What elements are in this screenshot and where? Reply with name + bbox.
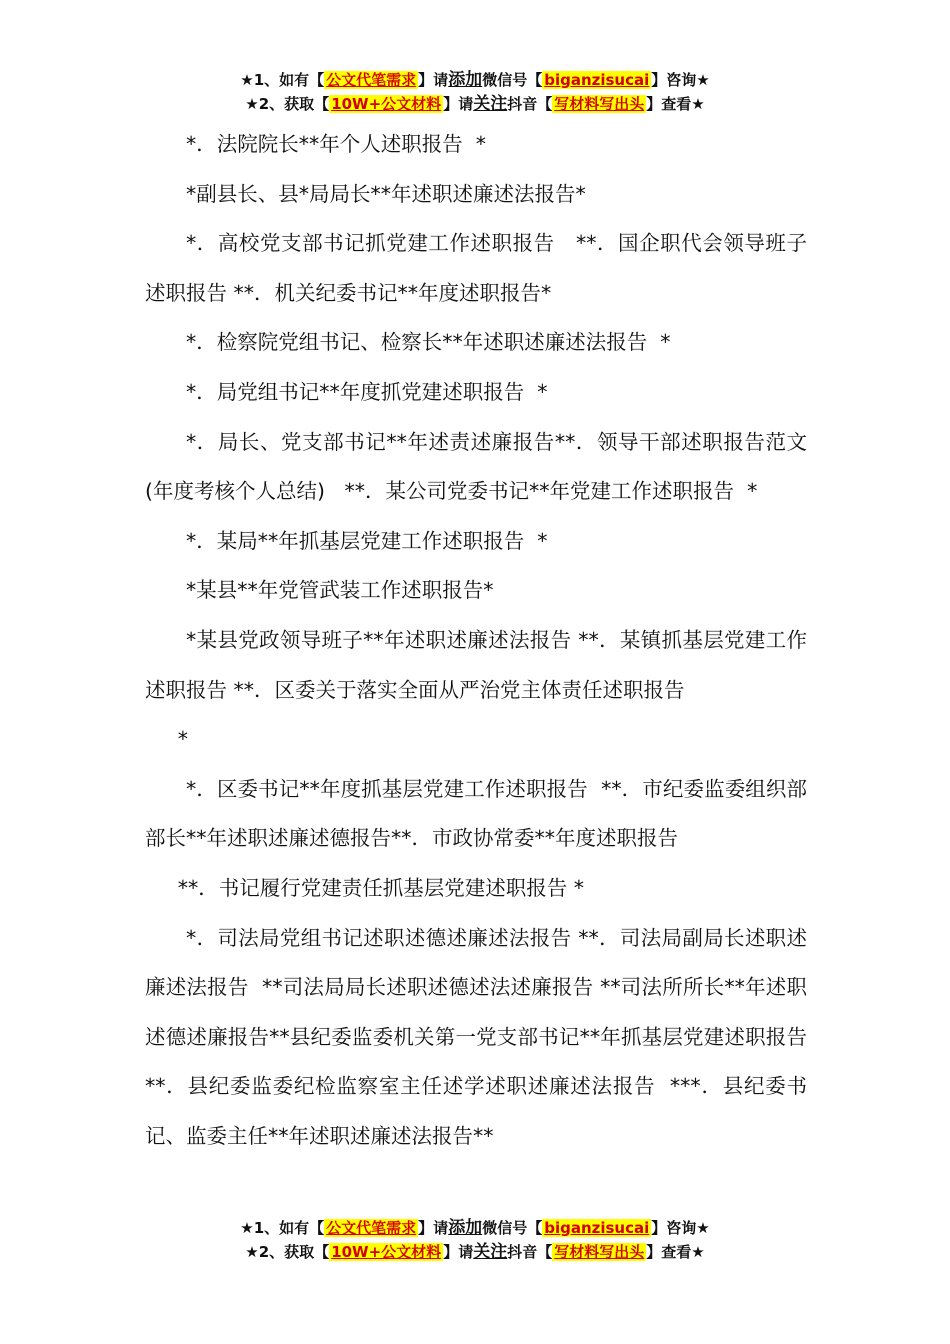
highlight-materials: 10W+公文材料 xyxy=(331,1243,442,1261)
banner-text: 抖音【 xyxy=(507,95,553,113)
highlight-service: 公文代笔需求 xyxy=(326,1219,417,1237)
paragraph: *副县长、县*局局长**年述职述廉述法报告* xyxy=(186,181,586,206)
banner-emphasis: 添加 xyxy=(448,1218,483,1238)
banner-line-1 xyxy=(0,68,950,92)
paragraph: *．局党组书记**年度抓党建述职报告 * xyxy=(186,379,548,404)
highlight-service: 公文代笔需求 xyxy=(326,71,417,89)
banner-text: 】咨询★ xyxy=(651,71,710,89)
banner-text: 微信号【 xyxy=(482,71,543,89)
banner-text: 】咨询★ xyxy=(651,1219,710,1237)
paragraph: *某县党政领导班子**年述职述廉述法报告 **．某镇抓基层党建工作述职报告 **．区委关于落实全面从严治党主体责任述职报告 xyxy=(145,627,807,702)
highlight-wechat-id: biganzisucai xyxy=(544,71,650,89)
highlight-douyin-account: 写材料写出头 xyxy=(554,1243,645,1261)
paragraph: *．高校党支部书记抓党建工作述职报告 **．国企职代会领导班子述职报告 **．机关纪委书记**年度述职报告* xyxy=(145,231,807,305)
banner-line-2 xyxy=(0,92,950,116)
banner-text: 微信号【 xyxy=(482,1219,543,1237)
banner-text: 】请 xyxy=(418,1219,449,1237)
banner-text: 】请 xyxy=(418,71,449,89)
banner-emphasis: 关注 xyxy=(473,94,508,114)
header-banner xyxy=(0,68,950,116)
highlight-douyin-account: 写材料写出头 xyxy=(554,95,645,113)
paragraph: *．区委书记**年度抓基层党建工作述职报告 **．市纪委监委组织部部长**年述职述廉述德报告**．市政协常委**年度述职报告 xyxy=(145,776,807,851)
highlight-wechat-id: biganzisucai xyxy=(544,1219,650,1237)
highlight-materials: 10W+公文材料 xyxy=(331,95,442,113)
banner-text: ★1、如有【 xyxy=(240,71,325,89)
banner-text: 】查看★ xyxy=(646,95,705,113)
banner-text: ★2、获取【 xyxy=(245,95,330,113)
banner-text: 】请 xyxy=(443,1243,474,1261)
paragraph: * xyxy=(177,727,189,752)
banner-text: 】请 xyxy=(443,95,474,113)
paragraph: *．检察院党组书记、检察长**年述职述廉述法报告 * xyxy=(186,330,671,355)
footer-banner xyxy=(0,1216,950,1264)
banner-text: ★2、获取【 xyxy=(245,1243,330,1261)
banner-text: 抖音【 xyxy=(507,1243,553,1261)
paragraph: *．某局**年抓基层党建工作述职报告 * xyxy=(186,528,548,553)
paragraph: *某县**年党管武装工作述职报告* xyxy=(186,578,494,603)
paragraph: *．司法局党组书记述职述德述廉述法报告 **．司法局副局长述职述廉述法报告 **司法局局长述职述德述法述廉报告 **司法所所长**年述职述德述廉报告**县纪委监委机关第一党支部书记**年抓基层党建述职报告 **．县纪委监委纪检监察室主任述学述职述廉述法报告 ***．县纪委书记、监委主任**年述职述廉述法报告** xyxy=(145,925,827,1148)
banner-text: ★1、如有【 xyxy=(240,1219,325,1237)
banner-line-2 xyxy=(0,1240,950,1264)
document-body xyxy=(145,120,827,1161)
paragraph: *．局长、党支部书记**年述责述廉报告**．领导干部述职报告范文(年度考核个人总结) **．某公司党委书记**年党建工作述职报告 * xyxy=(145,429,807,504)
banner-emphasis: 关注 xyxy=(473,1242,508,1262)
banner-line-1 xyxy=(0,1216,950,1240)
banner-text: 】查看★ xyxy=(646,1243,705,1261)
banner-emphasis: 添加 xyxy=(448,70,483,90)
paragraph: *．法院院长**年个人述职报告 * xyxy=(186,132,487,156)
paragraph: **．书记履行党建责任抓基层党建述职报告 * xyxy=(177,875,585,900)
